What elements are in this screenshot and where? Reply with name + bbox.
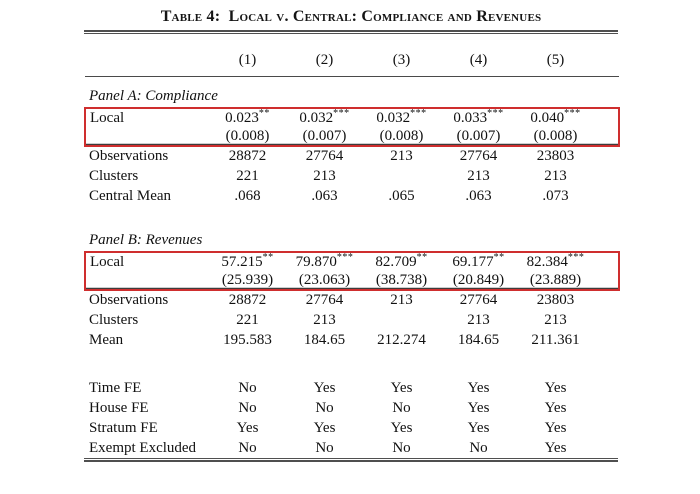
se-cell: (20.849) [440,271,517,290]
stat-cell: 27764 [305,148,344,164]
spacer-cell [594,186,619,206]
stat-cell: .063 [465,187,492,204]
spacer-cell [594,34,619,76]
se-cell: (38.738) [363,271,440,290]
coef-value: 0.032 [299,109,334,126]
stat-cell: .065 [388,187,415,204]
fe-cell: No [469,439,488,456]
column-header: (2) [286,34,363,76]
coef-cell [209,108,286,127]
significance-stars: *** [410,107,427,119]
coef-row [85,108,619,127]
fe-cell: Yes [390,379,413,396]
significance-stars: ** [262,251,274,263]
stat-cell: 213 [544,167,567,184]
fe-cell: Yes [313,379,336,396]
row-label: Stratum FE [89,419,158,436]
stat-cell: 221 [236,167,259,184]
row-label: Mean [89,331,124,348]
spacer-cell [594,146,619,166]
coef-value: 82.384 [526,253,568,270]
coef-value: 82.709 [375,253,417,270]
fe-cell: No [238,439,257,456]
stat-cell: .068 [234,187,261,204]
fixed-effects-section [85,350,619,458]
se-cell: (0.007) [286,127,363,146]
stat-row [85,330,619,350]
highlight-box-panel-a [85,108,619,146]
fe-cell: Yes [544,379,567,396]
stat-cell: .063 [311,187,338,204]
se-cell: (0.008) [363,127,440,146]
stat-cell: 213 [313,311,336,328]
se-cell: (0.007) [440,127,517,146]
column-header: (3) [363,34,440,76]
row-label: Local [90,253,125,270]
stat-cell: 213 [390,292,413,308]
highlight-box-panel-b [85,252,619,290]
column-header: (1) [209,34,286,76]
panel-a-stats [85,146,619,206]
spacer-cell [594,127,619,146]
spacer-cell [594,438,619,458]
se-cell: (0.008) [517,127,594,146]
fe-cell: Yes [544,419,567,436]
stat-cell: .073 [542,187,569,204]
spacer-cell [594,108,619,127]
row-label: House FE [89,399,149,416]
stat-cell: 28872 [228,292,267,308]
fe-cell: Yes [236,419,259,436]
se-row [85,271,619,290]
coef-cell [286,108,363,127]
significance-stars: *** [336,251,354,263]
se-cell: (25.939) [209,271,286,290]
table-title: Table 4: Local v. Central: Compliance and Revenues [160,8,542,25]
row-label: Observations [89,292,169,308]
row-label: Central Mean [89,187,172,204]
bottom-double-rule [84,458,618,462]
stat-cell: 211.361 [531,331,580,348]
stat-cell: 213 [544,311,567,328]
stat-cell: 213 [467,167,490,184]
stat-cell: 213 [313,167,336,184]
stat-cell: 27764 [305,292,344,308]
column-header: (5) [517,34,594,76]
stat-cell: 184.65 [303,331,346,348]
stat-row [85,290,619,310]
row-label [85,271,209,290]
coef-cell [440,108,517,127]
stat-row [85,310,619,330]
row-label: Time FE [89,379,142,396]
panel-a-label: Panel A: Compliance [89,88,218,104]
row-label: Clusters [89,167,139,184]
coef-cell [517,252,594,271]
coef-cell [440,252,517,271]
se-row [85,127,619,146]
stat-cell: 212.274 [377,331,426,348]
coef-cell [286,252,363,271]
panel-b-label: Panel B: Revenues [89,232,203,248]
row-label: Clusters [89,311,139,328]
fe-cell: Yes [544,399,567,416]
se-cell: (0.008) [209,127,286,146]
spacer-cell [594,378,619,398]
significance-stars: ** [416,251,428,263]
section-gap [85,350,619,378]
spacer-cell [594,330,619,350]
table-container [84,6,618,462]
fe-row [85,438,619,458]
significance-stars: *** [333,107,350,119]
header-empty-cell [85,34,209,76]
stat-cell: 27764 [459,148,498,164]
stat-cell: 213 [390,148,413,164]
fe-cell: Yes [390,419,413,436]
fe-cell: Yes [544,439,567,456]
fe-row [85,398,619,418]
row-label: Local [90,109,125,126]
coef-cell [517,108,594,127]
spacer-cell [594,290,619,310]
row-label: Observations [89,148,169,164]
stat-cell: 184.65 [457,331,500,348]
spacer-cell [594,398,619,418]
se-cell: (23.063) [286,271,363,290]
significance-stars: ** [493,251,505,263]
stat-cell: 23803 [536,148,575,164]
coef-cell [209,252,286,271]
fe-cell: No [392,439,411,456]
fe-cell: Yes [313,419,336,436]
coef-value: 0.032 [376,109,411,126]
spacer-cell [594,252,619,271]
fe-cell: No [315,439,334,456]
coef-value: 0.040 [530,109,565,126]
significance-stars: *** [487,107,504,119]
stat-row [85,166,619,186]
fe-cell: No [315,399,334,416]
spacer-cell [594,271,619,290]
stat-cell: 28872 [228,148,267,164]
stat-row [85,146,619,166]
stat-row [85,186,619,206]
coef-value: 79.870 [295,253,337,270]
spacer-cell [594,418,619,438]
stat-cell [363,166,440,186]
stat-cell: 195.583 [223,331,272,348]
coef-value: 0.033 [453,109,488,126]
coef-row [85,252,619,271]
spacer-cell [594,166,619,186]
coef-cell [363,252,440,271]
se-cell: (23.889) [517,271,594,290]
significance-stars: *** [567,251,585,263]
significance-stars: ** [258,107,270,119]
column-header: (4) [440,34,517,76]
stat-cell: 213 [467,311,490,328]
fe-cell: No [392,399,411,416]
fe-cell: No [238,399,257,416]
coef-value: 69.177 [452,253,494,270]
panel-b-stats [85,290,619,350]
significance-stars: *** [564,107,581,119]
panel-b-label-section [85,206,619,252]
fe-cell: Yes [467,379,490,396]
coef-cell [363,108,440,127]
stat-cell: 23803 [536,292,575,308]
fe-cell: No [238,379,257,396]
spacer-cell [594,310,619,330]
panel-a-label-section [85,76,619,108]
stat-cell: 27764 [459,292,498,308]
row-label: Exempt Excluded [89,439,197,456]
stat-cell [363,310,440,330]
row-label [85,127,209,146]
fe-cell: Yes [467,419,490,436]
fe-row [85,378,619,398]
fe-cell: Yes [467,399,490,416]
coef-value: 0.023 [225,109,259,126]
column-header-row [85,34,619,76]
regression-table [84,34,620,458]
fe-row [85,418,619,438]
stat-cell: 221 [236,311,259,328]
coef-value: 57.215 [221,253,263,270]
